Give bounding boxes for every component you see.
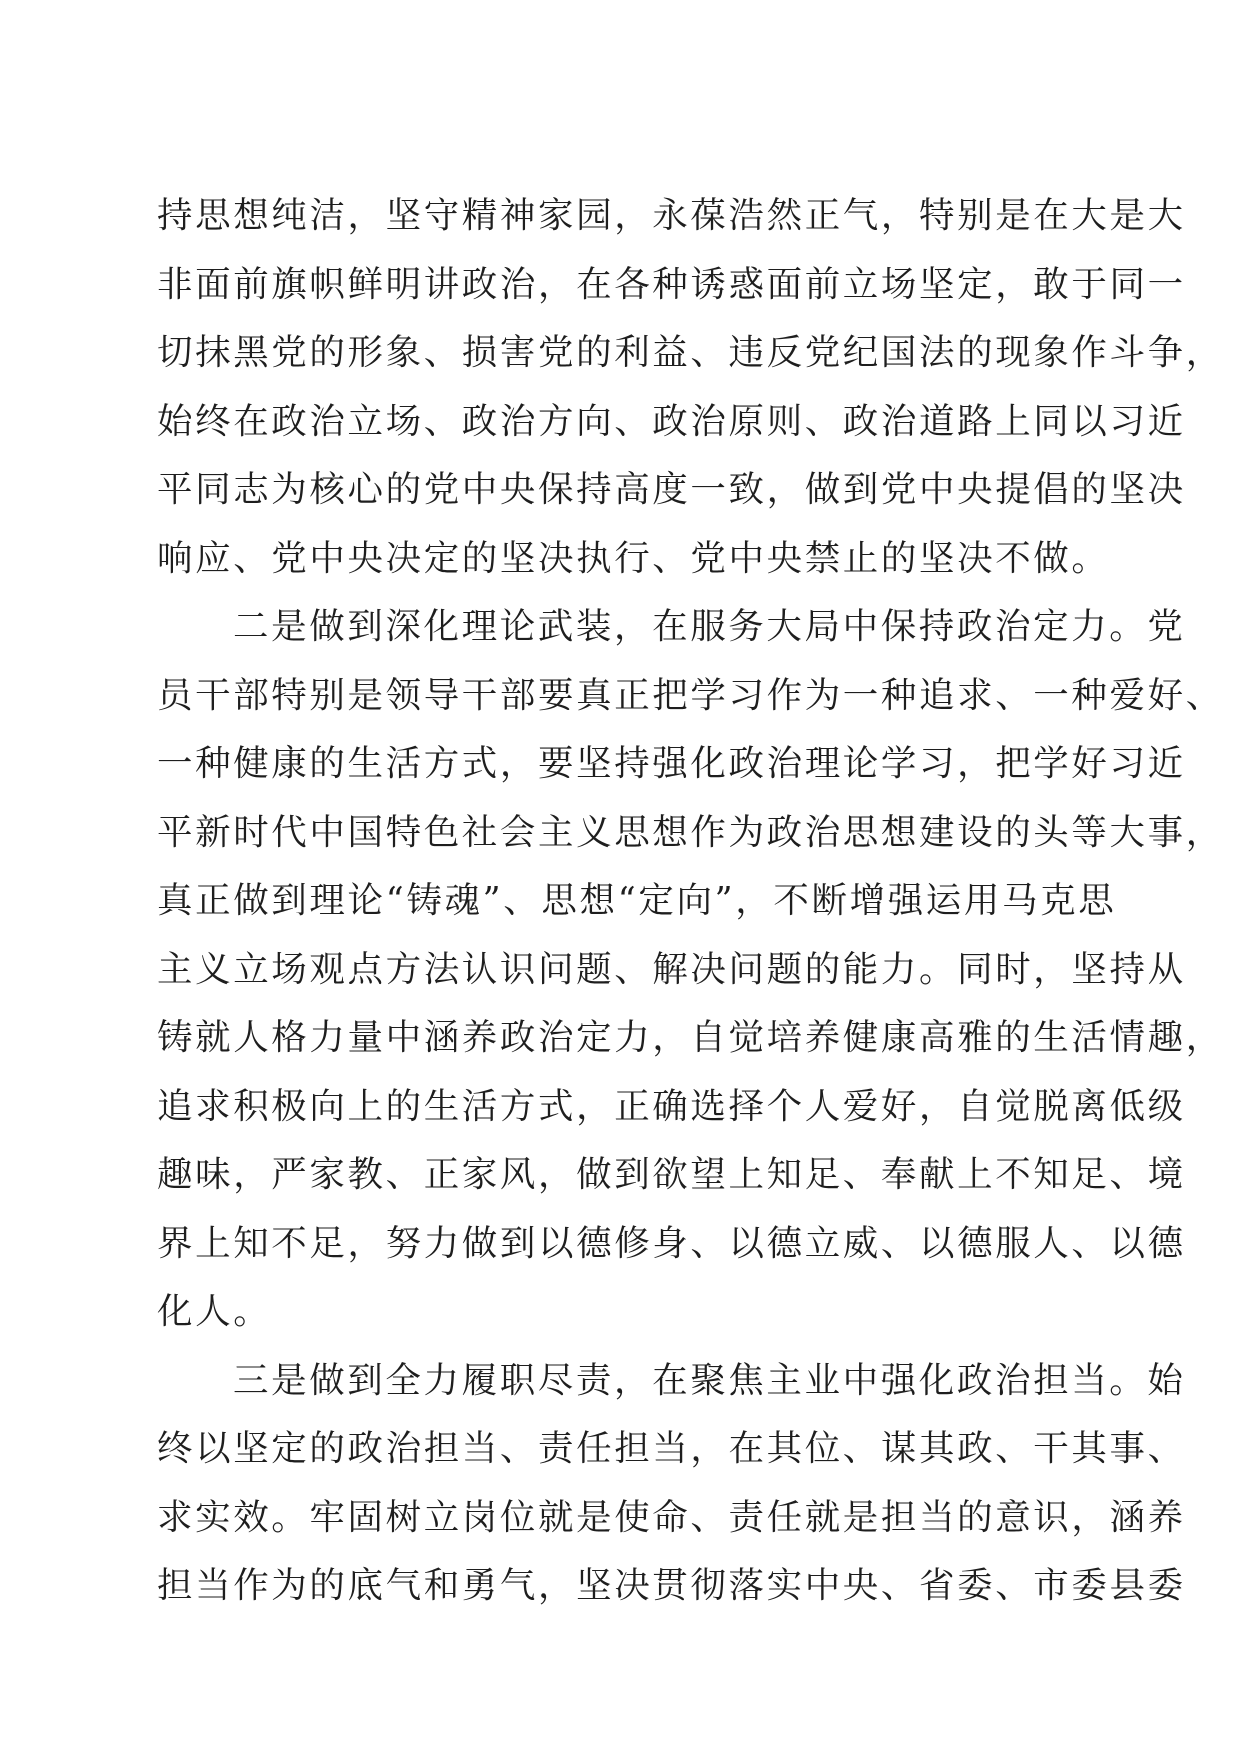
text-line: 三是做到全力履职尽责，在聚焦主业中强化政治担当。始 — [233, 1359, 1186, 1401]
text-line: 响应、党中央决定的坚决执行、党中央禁止的坚决不做。 — [157, 537, 1110, 579]
text-line: 化人。 — [157, 1291, 272, 1332]
paragraph-1 — [157, 182, 1224, 593]
text-line: 担当作为的底气和勇气，坚决贯彻落实中央、省委、市委县委 — [157, 1565, 1186, 1606]
text-line: 非面前旗帜鲜明讲政治，在各种诱惑面前立场坚定，敢于同一 — [157, 263, 1186, 305]
text-line: 终以坚定的政治担当、责任担当，在其位、谋其政、干其事、 — [157, 1428, 1186, 1469]
text-line: 求实效。牢固树立岗位就是使命、责任就是担当的意识，涵养 — [157, 1496, 1186, 1538]
text-line: 平同志为核心的党中央保持高度一致，做到党中央提倡的坚决 — [157, 469, 1186, 510]
text-line: 二是做到深化理论武装，在服务大局中保持政治定力。党 — [233, 606, 1186, 647]
text-line: 员干部特别是领导干部要真正把学习作为一种追求、一种爱好、 — [157, 674, 1224, 716]
text-line: 铸就人格力量中涵养政治定力，自觉培养健康高雅的生活情趣， — [157, 1017, 1224, 1058]
text-line: 持思想纯洁，坚守精神家园，永葆浩然正气，特别是在大是大 — [157, 195, 1186, 236]
text-line: 界上知不足，努力做到以德修身、以德立威、以德服人、以德 — [157, 1222, 1186, 1264]
text-line: 主义立场观点方法认识问题、解决问题的能力。同时，坚持从 — [157, 948, 1186, 990]
text-line: 平新时代中国特色社会主义思想作为政治思想建设的头等大事， — [157, 811, 1224, 853]
text-line: 一种健康的生活方式，要坚持强化政治理论学习，把学好习近 — [157, 743, 1186, 784]
text-line: 切抹黑党的形象、损害党的利益、违反党纪国法的现象作斗争， — [157, 332, 1224, 373]
paragraph-2 — [157, 593, 1224, 1347]
text-line: 始终在政治立场、政治方向、政治原则、政治道路上同以习近 — [157, 400, 1186, 442]
paragraph-3 — [157, 1347, 1186, 1621]
document-body — [157, 182, 1224, 1621]
text-line: 追求积极向上的生活方式，正确选择个人爱好，自觉脱离低级 — [157, 1085, 1186, 1127]
text-line: 趣味，严家教、正家风，做到欲望上知足、奉献上不知足、境 — [157, 1154, 1186, 1195]
text-line: 真正做到理论“铸魂”、思想“定向”，不断增强运用马克思 — [157, 880, 1117, 921]
